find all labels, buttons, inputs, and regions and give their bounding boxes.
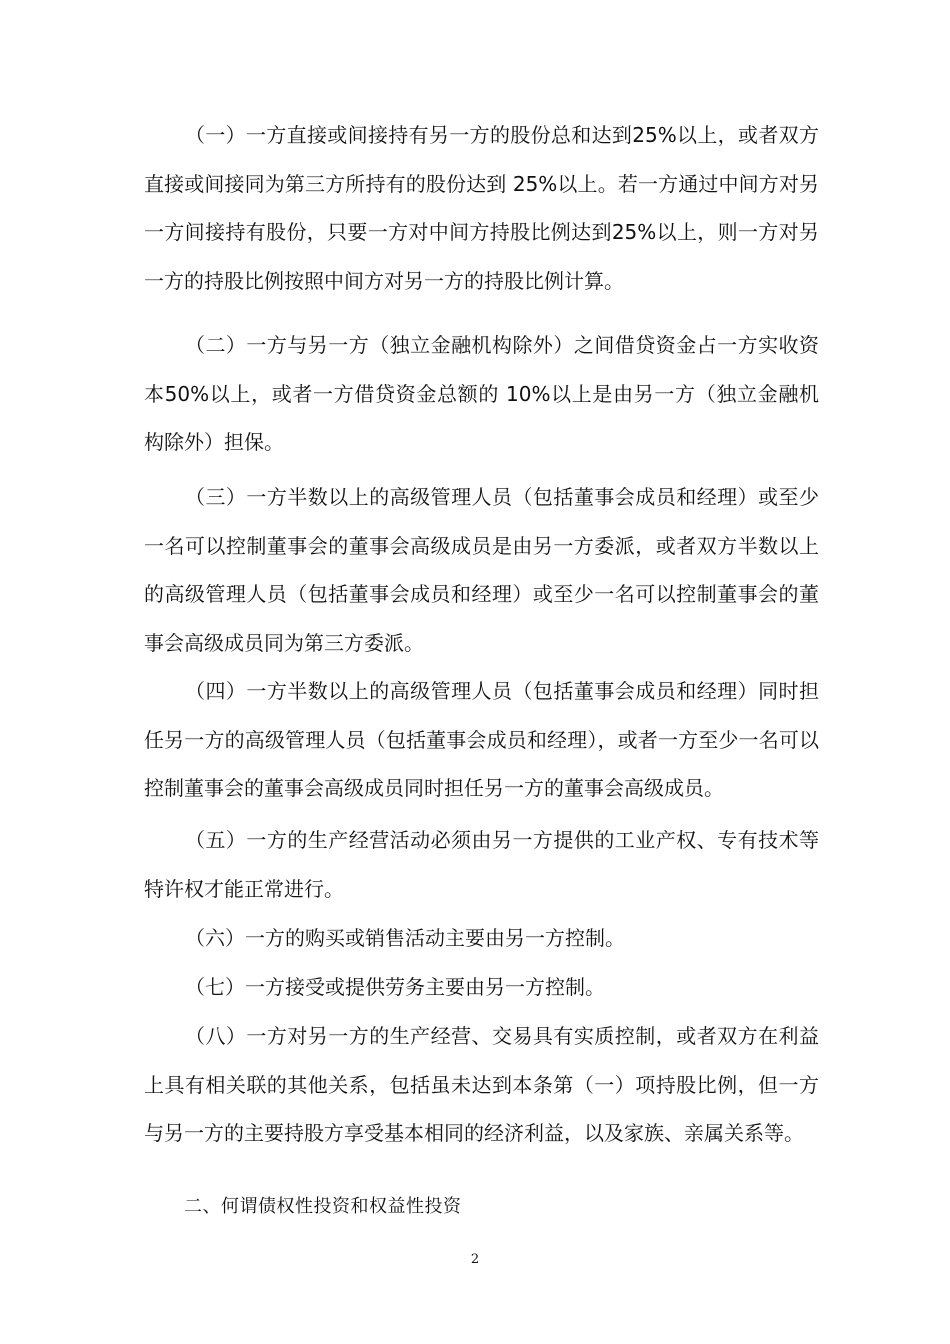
paragraph-2: （二）一方与另一方（独立金融机构除外）之间借贷资金占一方实收资本50%以上，或者一方借贷资金总额的 10%以上是由另一方（独立金融机构除外）担保。 <box>144 333 819 454</box>
paragraph-6: （六）一方的购买或销售活动主要由另一方控制。 <box>185 926 625 950</box>
section-heading: 二、何谓债权性投资和权益性投资 <box>184 1196 462 1217</box>
paragraph-4: （四）一方半数以上的高级管理人员（包括董事会成员和经理）同时担任另一方的高级管理人员（包括董事会成员和经理），或者一方至少一名可以控制董事会的董事会高级成员同时担任另一方的董事会高级成员。 <box>144 679 819 800</box>
paragraph-8: （八）一方对另一方的生产经营、交易具有实质控制，或者双方在利益上具有相关联的其他关系，包括虽未达到本条第（一）项持股比例，但一方与另一方的主要持股方享受基本相同的经济利益，以及家族、亲属关系等。 <box>144 1024 819 1145</box>
paragraph-1: （一）一方直接或间接持有另一方的股份总和达到25%以上，或者双方直接或间接同为第三方所持有的股份达到 25%以上。若一方通过中间方对另一方间接持有股份，只要一方对中间方持股比例达到25%以上，则一方对另一方的持股比例按照中间方对另一方的持股比例计算。 <box>144 123 819 293</box>
paragraph-7: （七）一方接受或提供劳务主要由另一方控制。 <box>185 975 605 999</box>
page-number: 2 <box>470 1252 480 1267</box>
paragraph-5: （五）一方的生产经营活动必须由另一方提供的工业产权、专有技术等特许权才能正常进行。 <box>144 828 819 901</box>
paragraph-3: （三）一方半数以上的高级管理人员（包括董事会成员和经理）或至少一名可以控制董事会的董事会高级成员是由另一方委派，或者双方半数以上的高级管理人员（包括董事会成员和经理）或至少一名可以控制董事会的董事会高级成员同为第三方委派。 <box>144 485 819 655</box>
